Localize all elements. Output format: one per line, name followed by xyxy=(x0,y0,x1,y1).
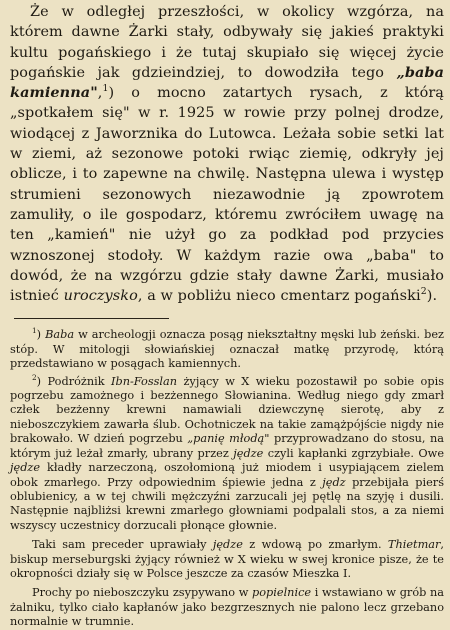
footnote-ref-1: 1 xyxy=(102,83,109,95)
emphasis-baba: Baba xyxy=(45,328,75,342)
emphasis-term: jędze xyxy=(10,461,41,475)
emphasis-term: jędze xyxy=(212,538,243,552)
footnote-2-continuation xyxy=(10,538,444,581)
footnote-2 xyxy=(10,372,445,533)
text-segment: ). xyxy=(426,288,438,305)
emphasis-term: jędze xyxy=(233,446,264,460)
text-segment: w archeologji oznacza posąg niekształtny męski lub żeński. bez stóp. W mitologji słowiańskiej oznaczał matkę przyrodę, którą przedstawiano w posągach kamiennych. xyxy=(10,328,444,371)
text-segment: ) o mocno zatartych rysach, z którą „spotkałem się" w r. 1925 w rowie przy polnej drodze, wiodącej z Jaworznika do Lutowca. Leżała sobie setki lat w ziemi, aż sezonowe potoki rwiąc ziemię, odkryły jej oblicze, i to zapewne na chwilę. Następna ulewa i występ strumieni sezonowych niezawodnie ją zpowrotem zamuliły, o ile gospodarz, któremu zwróciłem uwagę na ten „kamień" nie użył go za podkład pod przycies wznoszonej stodoły. W każdym razie owa „baba" to dowód, że na wzgórzu gdzie stały dawne Żarki, musiało istnieć xyxy=(10,85,444,305)
text-segment: , biskup merseburgski żyjący również w X wieku w swej kronice pisze, że te okropności działy się w Polsce jeszcze za czasów Mieszka I. xyxy=(10,538,445,580)
text-segment: i wstawiano w grób na żalniku, tylko ciało kapłanów jako bezgrzesznych nie palono lecz grzebano normalnie w trumnie. xyxy=(10,586,445,629)
main-paragraph xyxy=(10,2,444,306)
footnotes xyxy=(10,328,444,629)
text-segment: ) xyxy=(36,328,46,342)
text-segment: , xyxy=(97,85,103,102)
footnote-number: 2 xyxy=(32,372,37,382)
main-text xyxy=(10,2,444,306)
text-segment: ) Podróżnik xyxy=(36,374,112,388)
text-segment: Że w odległej przeszłości, w okolicy wzgórza, na którem dawne Żarki stały, odbywały się jakieś praktyki kultu pogańskiego i że tutaj skupiało się więcej życie pogańskie jak gdzieindziej, to dowodziła tego xyxy=(10,4,444,81)
text-segment: Taki sam preceder uprawiały xyxy=(32,538,213,552)
text-segment: czyli kapłanki zgrzybiałe. Owe xyxy=(263,446,445,460)
text-segment: z wdową po zmarłym. xyxy=(242,538,388,552)
text-segment: kładły narzeczoną, oszołomioną już miodem i usypiającem zielem obok zmarłego. Przy odpowiednim śpiewie jedna z xyxy=(10,461,444,489)
emphasis-baba-kamienna: „baba kamienna" xyxy=(10,63,444,102)
text-segment: przyprowadzano do stosu, na którym już leżał zmarły, ubrany przez xyxy=(10,432,444,460)
footnote-1 xyxy=(10,328,444,371)
footnote-2-continuation xyxy=(10,586,444,629)
emphasis-name: Thietmar xyxy=(387,538,441,552)
emphasis-name: Ibn-Fosslan xyxy=(111,374,178,388)
footnote-number: 1 xyxy=(32,326,37,336)
emphasis-term: „panię młodą" xyxy=(187,432,270,446)
text-segment: żyjący w X wieku pozostawił po sobie opis pogrzebu zamożnego i bezżennego Słowianina. Według niego gdy zmarł człek bezżenny krewni namawiali dziewczynę sierotę, aby z nieboszczykiem zawarła ślub. Ochotniczek na takie zamążpójście nigdy nie brakowało. W dzień pogrzebu xyxy=(10,374,445,446)
text-segment: przebijała pierś oblubienicy, a w tej chwili mężczyźni zarzucali jej pętlę na szyję i dusili. Następnie najbliżsi krewni zmarłego głowniami podpalali stos, a za niemi wszyscy uczestnicy dorzucali płonące głownie. xyxy=(10,475,444,532)
text-segment: , a w pobliżu nieco cmentarz pogański xyxy=(137,288,421,305)
emphasis-term: popielnice xyxy=(252,586,312,600)
emphasis-term: jędz xyxy=(322,475,346,489)
text-segment: Prochy po nieboszczyku zsypywano w xyxy=(32,586,252,600)
emphasis-uroczysko: uroczysko xyxy=(63,288,138,305)
footnote-ref-2: 2 xyxy=(420,286,427,298)
footnote-divider xyxy=(14,318,169,319)
